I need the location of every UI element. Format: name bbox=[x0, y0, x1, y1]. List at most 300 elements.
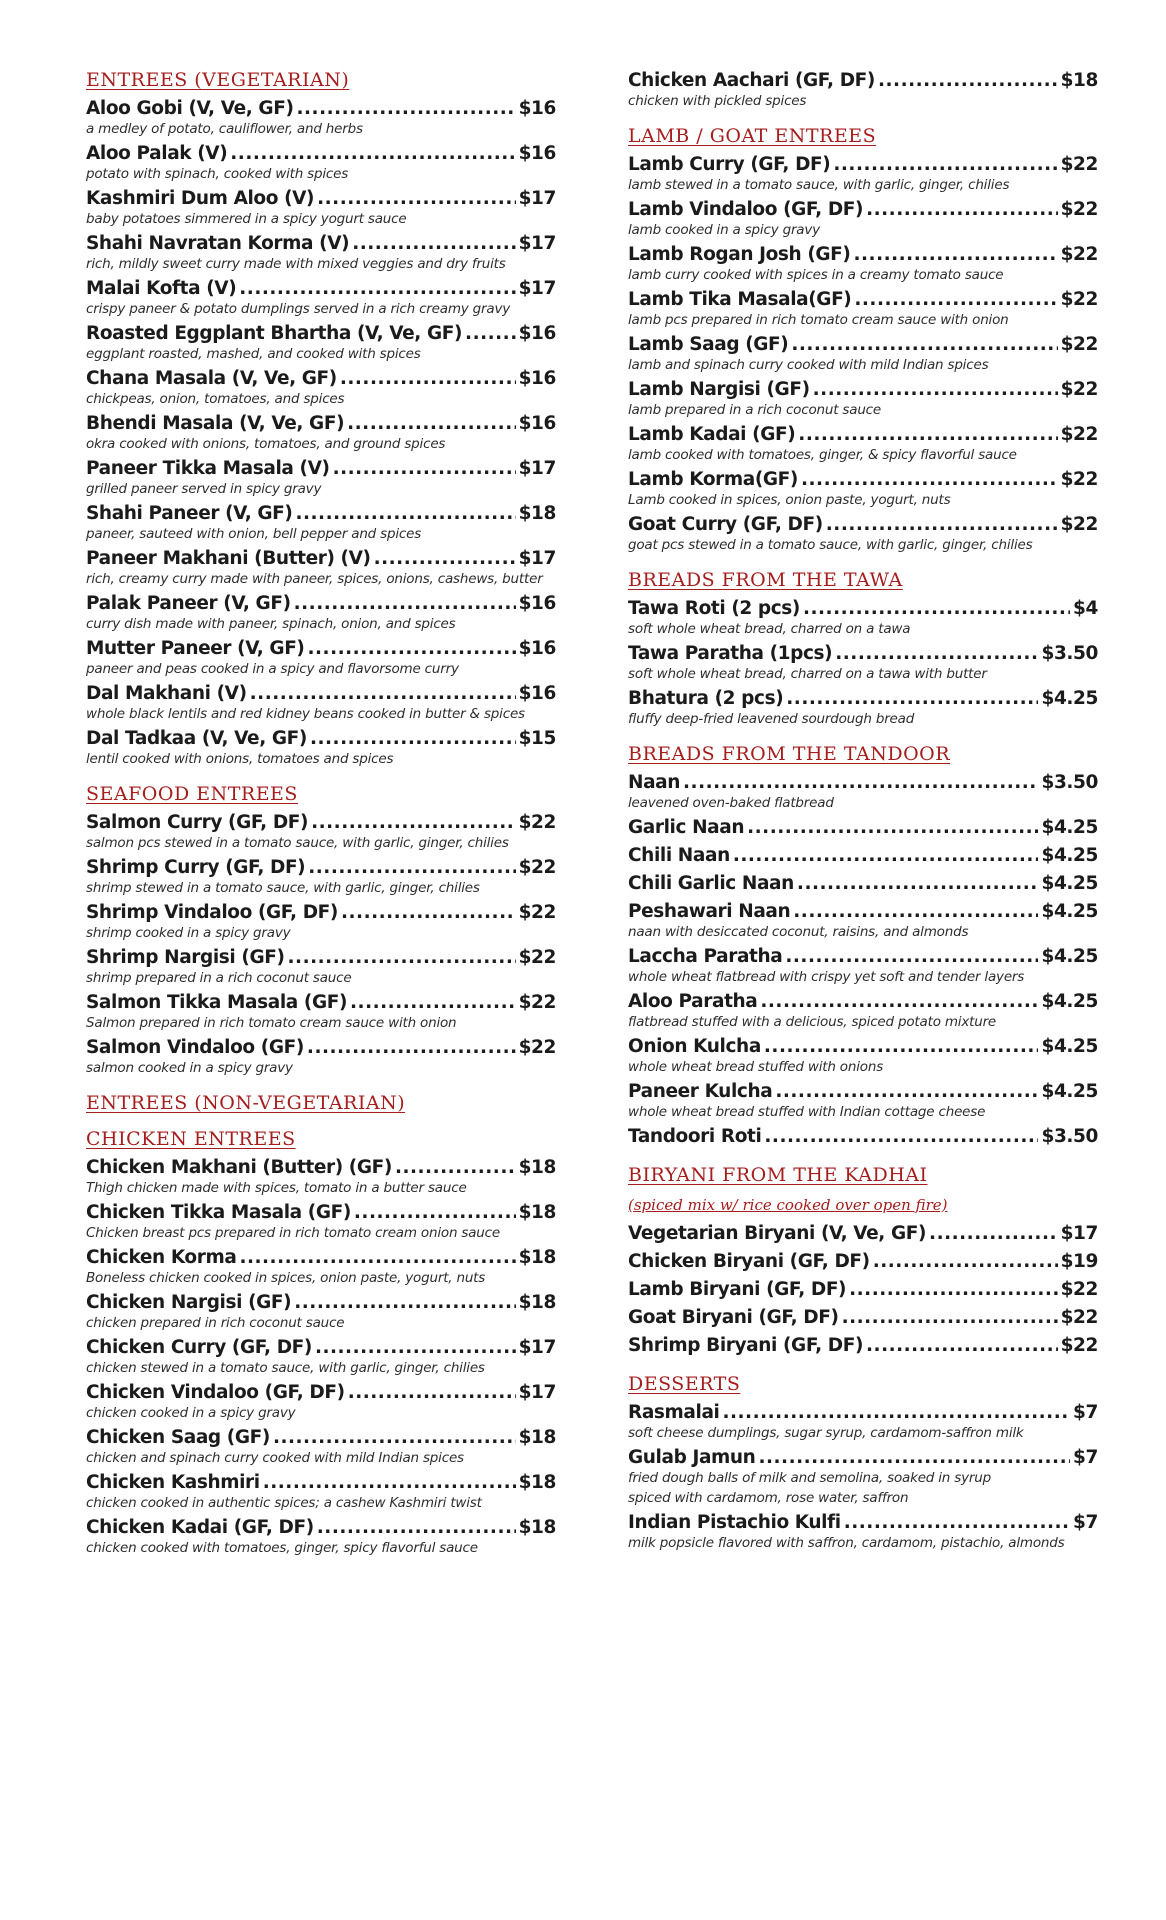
menu-item-price: $18 bbox=[518, 1202, 556, 1223]
menu-item-price: $22 bbox=[518, 812, 556, 833]
dot-leader bbox=[775, 1079, 1038, 1104]
menu-item-price: $22 bbox=[1060, 289, 1098, 310]
menu-item-row bbox=[628, 1277, 1098, 1302]
menu-item-name: Chicken Biryani (GF, DF) bbox=[628, 1251, 870, 1272]
section-title: BREADS FROM THE TAWA bbox=[628, 569, 903, 591]
menu-item bbox=[86, 1425, 556, 1467]
menu-item-name: Garlic Naan bbox=[628, 817, 745, 838]
menu-item-name: Chicken Makhani (Butter) (GF) bbox=[86, 1157, 392, 1178]
menu-item-description: baby potatoes simmered in a spicy yogurt sauce bbox=[86, 211, 407, 227]
menu-item bbox=[86, 321, 556, 363]
menu-item bbox=[86, 900, 556, 942]
menu-item-price: $22 bbox=[518, 857, 556, 878]
menu-item bbox=[628, 944, 1098, 986]
menu-item-row bbox=[86, 681, 556, 706]
menu-item-price: $4.25 bbox=[1041, 1081, 1098, 1102]
menu-item bbox=[628, 596, 1098, 638]
menu-item-description: chicken stewed in a tomato sauce, with garlic, ginger, chilies bbox=[86, 1360, 485, 1376]
menu-item-price: $22 bbox=[1060, 154, 1098, 175]
menu-item-name: Gulab Jamun bbox=[628, 1447, 756, 1468]
dot-leader bbox=[333, 456, 516, 481]
menu-item-row bbox=[628, 68, 1098, 93]
dot-leader bbox=[803, 596, 1070, 621]
dot-leader bbox=[308, 636, 516, 661]
dot-leader bbox=[866, 1333, 1058, 1358]
menu-item-name: Paneer Tikka Masala (V) bbox=[86, 458, 330, 479]
menu-item-row bbox=[628, 770, 1098, 795]
menu-section bbox=[628, 68, 1098, 110]
menu-item-row bbox=[628, 686, 1098, 711]
dot-leader bbox=[791, 332, 1057, 357]
menu-item bbox=[628, 641, 1098, 683]
menu-item bbox=[628, 1277, 1098, 1302]
menu-item bbox=[86, 231, 556, 273]
dot-leader bbox=[250, 681, 516, 706]
menu-item-row bbox=[86, 636, 556, 661]
menu-item-name: Lamb Rogan Josh (GF) bbox=[628, 244, 851, 265]
menu-item-row bbox=[86, 231, 556, 256]
menu-item-price: $4.25 bbox=[1041, 946, 1098, 967]
dot-leader bbox=[785, 944, 1038, 969]
menu-item-name: Lamb Vindaloo (GF, DF) bbox=[628, 199, 864, 220]
menu-item-name: Salmon Curry (GF, DF) bbox=[86, 812, 309, 833]
menu-item-price: $3.50 bbox=[1041, 772, 1098, 793]
menu-item-name: Goat Curry (GF, DF) bbox=[628, 514, 823, 535]
menu-item-name: Lamb Curry (GF, DF) bbox=[628, 154, 831, 175]
menu-item bbox=[628, 422, 1098, 464]
menu-item-description: soft whole wheat bread, charred on a tawa bbox=[628, 621, 911, 637]
menu-item-row bbox=[86, 810, 556, 835]
menu-item-price: $22 bbox=[518, 1037, 556, 1058]
menu-item bbox=[628, 1333, 1098, 1358]
menu-item-description: whole wheat bread stuffed with onions bbox=[628, 1059, 884, 1075]
menu-item-name: Shahi Paneer (V, GF) bbox=[86, 503, 293, 524]
menu-section bbox=[628, 1163, 1098, 1358]
dot-leader bbox=[239, 1245, 515, 1270]
menu-item-name: Lamb Saag (GF) bbox=[628, 334, 789, 355]
menu-item-price: $22 bbox=[1060, 244, 1098, 265]
menu-item-name: Chicken Kashmiri bbox=[86, 1472, 260, 1493]
menu-item-row bbox=[86, 591, 556, 616]
menu-item-description: paneer and peas cooked in a spicy and flavorsome curry bbox=[86, 661, 459, 677]
menu-item bbox=[628, 377, 1098, 419]
menu-item-price: $17 bbox=[518, 278, 556, 299]
dot-leader bbox=[854, 287, 1057, 312]
dot-leader bbox=[826, 512, 1058, 537]
menu-item bbox=[628, 843, 1098, 868]
menu-item-name: Tawa Roti (2 pcs) bbox=[628, 598, 800, 619]
menu-item-row bbox=[628, 242, 1098, 267]
menu-item-description: fluffy deep-fried leavened sourdough bread bbox=[628, 711, 915, 727]
menu-item-price: $7 bbox=[1073, 1512, 1098, 1533]
menu-item-price: $18 bbox=[1060, 70, 1098, 91]
menu-item-row bbox=[86, 501, 556, 526]
menu-item-description: shrimp stewed in a tomato sauce, with garlic, ginger, chilies bbox=[86, 880, 480, 896]
menu-item-row bbox=[86, 1515, 556, 1540]
menu-item-price: $22 bbox=[518, 992, 556, 1013]
menu-item-price: $17 bbox=[1060, 1223, 1098, 1244]
menu-item-name: Shrimp Biryani (GF, DF) bbox=[628, 1335, 864, 1356]
menu-item-name: Lamb Biryani (GF, DF) bbox=[628, 1279, 847, 1300]
menu-section bbox=[628, 1372, 1098, 1552]
dot-leader bbox=[310, 726, 516, 751]
menu-item bbox=[86, 1155, 556, 1197]
dot-leader bbox=[395, 1155, 516, 1180]
menu-item-row bbox=[628, 287, 1098, 312]
menu-item-price: $16 bbox=[518, 683, 556, 704]
menu-item-row bbox=[628, 1400, 1098, 1425]
dot-leader bbox=[833, 152, 1057, 177]
menu-item-description: chicken prepared in rich coconut sauce bbox=[86, 1315, 345, 1331]
menu-item-row bbox=[86, 1035, 556, 1060]
menu-item-price: $4.25 bbox=[1041, 1036, 1098, 1057]
menu-item-name: Shrimp Vindaloo (GF, DF) bbox=[86, 902, 338, 923]
menu-item bbox=[628, 815, 1098, 840]
dot-leader bbox=[317, 186, 515, 211]
dot-leader bbox=[764, 1034, 1039, 1059]
menu-item-price: $15 bbox=[518, 728, 556, 749]
dot-leader bbox=[465, 321, 516, 346]
menu-item bbox=[86, 456, 556, 498]
menu-item-row bbox=[86, 321, 556, 346]
menu-item-price: $4.25 bbox=[1041, 991, 1098, 1012]
menu-item-description: potato with spinach, cooked with spices bbox=[86, 166, 349, 182]
menu-item-row bbox=[86, 1380, 556, 1405]
menu-item-price: $22 bbox=[1060, 469, 1098, 490]
menu-item-name: Peshawari Naan bbox=[628, 901, 791, 922]
menu-item bbox=[86, 681, 556, 723]
menu-item-row bbox=[628, 467, 1098, 492]
menu-item-description: Thigh chicken made with spices, tomato in a butter sauce bbox=[86, 1180, 467, 1196]
dot-leader bbox=[273, 1425, 516, 1450]
menu-item-description: spiced with cardamom, rose water, saffron bbox=[628, 1490, 909, 1506]
menu-item-row bbox=[86, 456, 556, 481]
menu-item bbox=[628, 242, 1098, 284]
menu-item-name: Laccha Paratha bbox=[628, 946, 783, 967]
menu-item bbox=[628, 1124, 1098, 1149]
menu-item-row bbox=[628, 871, 1098, 896]
menu-item-price: $22 bbox=[518, 947, 556, 968]
menu-item-description: whole black lentils and red kidney beans cooked in butter & spices bbox=[86, 706, 525, 722]
menu-item-name: Tandoori Roti bbox=[628, 1126, 762, 1147]
menu-item-row bbox=[86, 1335, 556, 1360]
dot-leader bbox=[317, 1515, 516, 1540]
menu-item-row bbox=[628, 843, 1098, 868]
menu-item-name: Shrimp Curry (GF, DF) bbox=[86, 857, 306, 878]
dot-leader bbox=[929, 1221, 1058, 1246]
menu-item bbox=[86, 726, 556, 768]
dot-leader bbox=[311, 810, 516, 835]
menu-item-price: $17 bbox=[518, 458, 556, 479]
dot-leader bbox=[764, 1124, 1038, 1149]
dot-leader bbox=[844, 1510, 1070, 1535]
dot-leader bbox=[315, 1335, 516, 1360]
menu-item-description: crispy paneer & potato dumplings served in a rich creamy gravy bbox=[86, 301, 511, 317]
menu-item-row bbox=[628, 1079, 1098, 1104]
dot-leader bbox=[297, 96, 516, 121]
menu-item-price: $22 bbox=[1060, 424, 1098, 445]
menu-item-row bbox=[86, 900, 556, 925]
menu-item-name: Aloo Paratha bbox=[628, 991, 758, 1012]
menu-item-row bbox=[628, 1445, 1098, 1470]
menu-item bbox=[86, 591, 556, 633]
menu-item-description: lamb and spinach curry cooked with mild Indian spices bbox=[628, 357, 989, 373]
menu-item-description: chicken with pickled spices bbox=[628, 93, 807, 109]
dot-leader bbox=[350, 990, 516, 1015]
menu-item-description: shrimp prepared in a rich coconut sauce bbox=[86, 970, 352, 986]
dot-leader bbox=[798, 422, 1057, 447]
menu-item bbox=[86, 1380, 556, 1422]
menu-item-description: chicken cooked with tomatoes, ginger, spicy flavorful sauce bbox=[86, 1540, 478, 1556]
menu-item bbox=[86, 945, 556, 987]
menu-item bbox=[86, 1035, 556, 1077]
menu-section bbox=[86, 1091, 556, 1557]
menu-item-description: milk popsicle flavored with saffron, cardamom, pistachio, almonds bbox=[628, 1535, 1065, 1551]
menu-item-description: lentil cooked with onions, tomatoes and spices bbox=[86, 751, 394, 767]
menu-item bbox=[628, 686, 1098, 728]
menu-item-name: Mutter Paneer (V, GF) bbox=[86, 638, 305, 659]
menu-item-name: Paneer Makhani (Butter) (V) bbox=[86, 548, 371, 569]
menu-item-price: $22 bbox=[1060, 334, 1098, 355]
menu-item-price: $16 bbox=[518, 368, 556, 389]
menu-item-price: $4.25 bbox=[1041, 845, 1098, 866]
menu-item-row bbox=[628, 332, 1098, 357]
menu-item bbox=[628, 871, 1098, 896]
menu-item-row bbox=[86, 1200, 556, 1225]
menu-item-name: Palak Paneer (V, GF) bbox=[86, 593, 291, 614]
menu-item-description: okra cooked with onions, tomatoes, and ground spices bbox=[86, 436, 446, 452]
menu-item bbox=[628, 1510, 1098, 1552]
menu-item-description: chicken cooked in authentic spices; a cashew Kashmiri twist bbox=[86, 1495, 482, 1511]
menu-item-name: Dal Tadkaa (V, Ve, GF) bbox=[86, 728, 307, 749]
menu-item-price: $17 bbox=[518, 1337, 556, 1358]
menu-item-price: $4.25 bbox=[1041, 817, 1098, 838]
menu-item-row bbox=[86, 1155, 556, 1180]
menu-item-row bbox=[86, 546, 556, 571]
menu-item-description: salmon pcs stewed in a tomato sauce, with garlic, ginger, chilies bbox=[86, 835, 509, 851]
menu-item-name: Chicken Korma bbox=[86, 1247, 237, 1268]
dot-leader bbox=[813, 377, 1058, 402]
menu-item-name: Roasted Eggplant Bhartha (V, Ve, GF) bbox=[86, 323, 463, 344]
menu-section bbox=[628, 742, 1098, 1149]
dot-leader bbox=[348, 1380, 516, 1405]
menu-item-price: $22 bbox=[1060, 379, 1098, 400]
menu-item bbox=[86, 276, 556, 318]
dot-leader bbox=[347, 411, 515, 436]
menu-item-price: $16 bbox=[518, 593, 556, 614]
dot-leader bbox=[294, 1290, 515, 1315]
menu-item bbox=[86, 1200, 556, 1242]
menu-item-price: $16 bbox=[518, 413, 556, 434]
menu-item-price: $4.25 bbox=[1041, 901, 1098, 922]
menu-item-description: chicken and spinach curry cooked with mild Indian spices bbox=[86, 1450, 464, 1466]
menu-item-description: rich, mildly sweet curry made with mixed veggies and dry fruits bbox=[86, 256, 506, 272]
dot-leader bbox=[307, 1035, 516, 1060]
section-title: LAMB / GOAT ENTREES bbox=[628, 125, 877, 147]
dot-leader bbox=[722, 1400, 1070, 1425]
menu-item-row bbox=[86, 726, 556, 751]
menu-item-row bbox=[86, 1470, 556, 1495]
menu-item-price: $17 bbox=[518, 233, 556, 254]
menu-item-description: rich, creamy curry made with paneer, spices, onions, cashews, butter bbox=[86, 571, 543, 587]
dot-leader bbox=[853, 242, 1057, 267]
menu-item bbox=[628, 1400, 1098, 1442]
menu-item-description: lamb cooked with tomatoes, ginger, & spicy flavorful sauce bbox=[628, 447, 1017, 463]
menu-item-description: whole wheat flatbread with crispy yet soft and tender layers bbox=[628, 969, 1025, 985]
menu-item-name: Lamb Tika Masala(GF) bbox=[628, 289, 852, 310]
menu-item-description: flatbread stuffed with a delicious, spiced potato mixture bbox=[628, 1014, 997, 1030]
section-title: DESSERTS bbox=[628, 1373, 741, 1395]
menu-item-description: eggplant roasted, mashed, and cooked with spices bbox=[86, 346, 421, 362]
menu-item-price: $16 bbox=[518, 638, 556, 659]
menu-item bbox=[628, 1445, 1098, 1487]
menu-item-row bbox=[628, 1221, 1098, 1246]
menu-item-price: $22 bbox=[1060, 1307, 1098, 1328]
menu-item bbox=[628, 197, 1098, 239]
dot-leader bbox=[866, 197, 1057, 222]
menu-item-price: $22 bbox=[1060, 1279, 1098, 1300]
menu-item-price: $18 bbox=[518, 503, 556, 524]
menu-item bbox=[628, 1249, 1098, 1274]
menu-item bbox=[86, 186, 556, 228]
menu-item-name: Kashmiri Dum Aloo (V) bbox=[86, 188, 315, 209]
dot-leader bbox=[354, 1200, 516, 1225]
menu-item-name: Naan bbox=[628, 772, 681, 793]
menu-item bbox=[86, 990, 556, 1032]
dot-leader bbox=[760, 989, 1038, 1014]
dot-leader bbox=[340, 366, 516, 391]
menu-item bbox=[628, 287, 1098, 329]
menu-item-name: Lamb Nargisi (GF) bbox=[628, 379, 810, 400]
menu-item-description: goat pcs stewed in a tomato sauce, with garlic, ginger, chilies bbox=[628, 537, 1033, 553]
menu-item bbox=[86, 810, 556, 852]
menu-section bbox=[86, 68, 556, 768]
menu-item-price: $22 bbox=[1060, 1335, 1098, 1356]
menu-item-row bbox=[628, 152, 1098, 177]
menu-item-price: $4.25 bbox=[1041, 688, 1098, 709]
menu-item-price: $22 bbox=[1060, 514, 1098, 535]
menu-item bbox=[86, 366, 556, 408]
menu-item-price: $3.50 bbox=[1041, 643, 1098, 664]
menu-item-row bbox=[86, 366, 556, 391]
menu-item-name: Shrimp Nargisi (GF) bbox=[86, 947, 285, 968]
dot-leader bbox=[295, 501, 515, 526]
menu-item bbox=[86, 636, 556, 678]
menu-item-description: soft whole wheat bread, charred on a tawa with butter bbox=[628, 666, 987, 682]
dot-leader bbox=[797, 871, 1039, 896]
menu-item-name: Goat Biryani (GF, DF) bbox=[628, 1307, 839, 1328]
menu-item-price: $4.25 bbox=[1041, 873, 1098, 894]
menu-item-row bbox=[86, 990, 556, 1015]
menu-item-row bbox=[86, 945, 556, 970]
menu-item-price: $16 bbox=[518, 143, 556, 164]
menu-item-description: curry dish made with paneer, spinach, onion, and spices bbox=[86, 616, 456, 632]
menu-item-name: Vegetarian Biryani (V, Ve, GF) bbox=[628, 1223, 927, 1244]
menu-item-row bbox=[628, 1510, 1098, 1535]
menu-item-price: $22 bbox=[1060, 199, 1098, 220]
menu-item-description: soft cheese dumplings, sugar syrup, cardamom-saffron milk bbox=[628, 1425, 1024, 1441]
dot-leader bbox=[683, 770, 1038, 795]
menu-item-name: Paneer Kulcha bbox=[628, 1081, 773, 1102]
menu-item bbox=[86, 411, 556, 453]
dot-leader bbox=[801, 467, 1058, 492]
menu-item-description: lamb cooked in a spicy gravy bbox=[628, 222, 820, 238]
dot-leader bbox=[374, 546, 516, 571]
menu-item bbox=[86, 96, 556, 138]
dot-leader bbox=[758, 1445, 1070, 1470]
menu-item-description: Boneless chicken cooked in spices, onion paste, yogurt, nuts bbox=[86, 1270, 486, 1286]
menu-item-row bbox=[628, 944, 1098, 969]
menu-item bbox=[86, 546, 556, 588]
menu-item bbox=[86, 501, 556, 543]
menu-item-price: $18 bbox=[518, 1292, 556, 1313]
section-title: ENTREES (VEGETARIAN) bbox=[86, 69, 350, 91]
menu-item-name: Chicken Saag (GF) bbox=[86, 1427, 270, 1448]
menu-item bbox=[86, 1290, 556, 1332]
menu-item-row bbox=[86, 186, 556, 211]
menu-item-description: lamb pcs prepared in rich tomato cream sauce with onion bbox=[628, 312, 1009, 328]
section-title: BREADS FROM THE TANDOOR bbox=[628, 743, 951, 765]
dot-leader bbox=[849, 1277, 1057, 1302]
menu-item-name: Chana Masala (V, Ve, GF) bbox=[86, 368, 337, 389]
menu-item-row bbox=[628, 989, 1098, 1014]
menu-item-price: $22 bbox=[518, 902, 556, 923]
dot-leader bbox=[352, 231, 515, 256]
menu-item-name: Rasmalai bbox=[628, 1402, 720, 1423]
menu-item-description: salmon cooked in a spicy gravy bbox=[86, 1060, 293, 1076]
menu-item bbox=[86, 855, 556, 897]
dot-leader bbox=[239, 276, 515, 301]
dot-leader bbox=[341, 900, 516, 925]
menu-item-name: Bhatura (2 pcs) bbox=[628, 688, 784, 709]
section-subtitle: (spiced mix w/ rice cooked over open fire) bbox=[628, 1196, 948, 1214]
menu-item-name: Chicken Tikka Masala (GF) bbox=[86, 1202, 351, 1223]
menu-item bbox=[628, 332, 1098, 374]
menu-item-description: lamb stewed in a tomato sauce, with garlic, ginger, chilies bbox=[628, 177, 1010, 193]
dot-leader bbox=[793, 899, 1038, 924]
menu-item-name: Salmon Tikka Masala (GF) bbox=[86, 992, 348, 1013]
section-title: SEAFOOD ENTREES bbox=[86, 783, 298, 805]
menu-section bbox=[86, 782, 556, 1077]
menu-item-description: chickpeas, onion, tomatoes, and spices bbox=[86, 391, 345, 407]
menu-item-row bbox=[628, 1034, 1098, 1059]
menu-item-name: Aloo Palak (V) bbox=[86, 143, 228, 164]
menu-item-price: $16 bbox=[518, 98, 556, 119]
menu-item-description: paneer, sauteed with onion, bell pepper and spices bbox=[86, 526, 422, 542]
dot-leader bbox=[263, 1470, 516, 1495]
menu-item bbox=[86, 1335, 556, 1377]
menu-item bbox=[628, 512, 1098, 554]
menu-item bbox=[628, 467, 1098, 509]
menu-item-description: whole wheat bread stuffed with Indian cottage cheese bbox=[628, 1104, 986, 1120]
menu-item-name: Indian Pistachio Kulfi bbox=[628, 1512, 841, 1533]
menu-item-name: Shahi Navratan Korma (V) bbox=[86, 233, 350, 254]
menu-item-price: $17 bbox=[518, 548, 556, 569]
menu-item bbox=[628, 68, 1098, 110]
menu-item bbox=[628, 770, 1098, 812]
dot-leader bbox=[230, 141, 515, 166]
menu-item-price: $18 bbox=[518, 1427, 556, 1448]
menu-item-row bbox=[86, 411, 556, 436]
menu-item-price: $4 bbox=[1073, 598, 1098, 619]
menu-item-name: Lamb Korma(GF) bbox=[628, 469, 798, 490]
menu-item-price: $3.50 bbox=[1041, 1126, 1098, 1147]
menu-item-description: a medley of potato, cauliflower, and herbs bbox=[86, 121, 363, 137]
menu-item-name: Lamb Kadai (GF) bbox=[628, 424, 796, 445]
menu-item-description: lamb prepared in a rich coconut sauce bbox=[628, 402, 882, 418]
menu-item-row bbox=[628, 422, 1098, 447]
menu-item-row bbox=[628, 899, 1098, 924]
